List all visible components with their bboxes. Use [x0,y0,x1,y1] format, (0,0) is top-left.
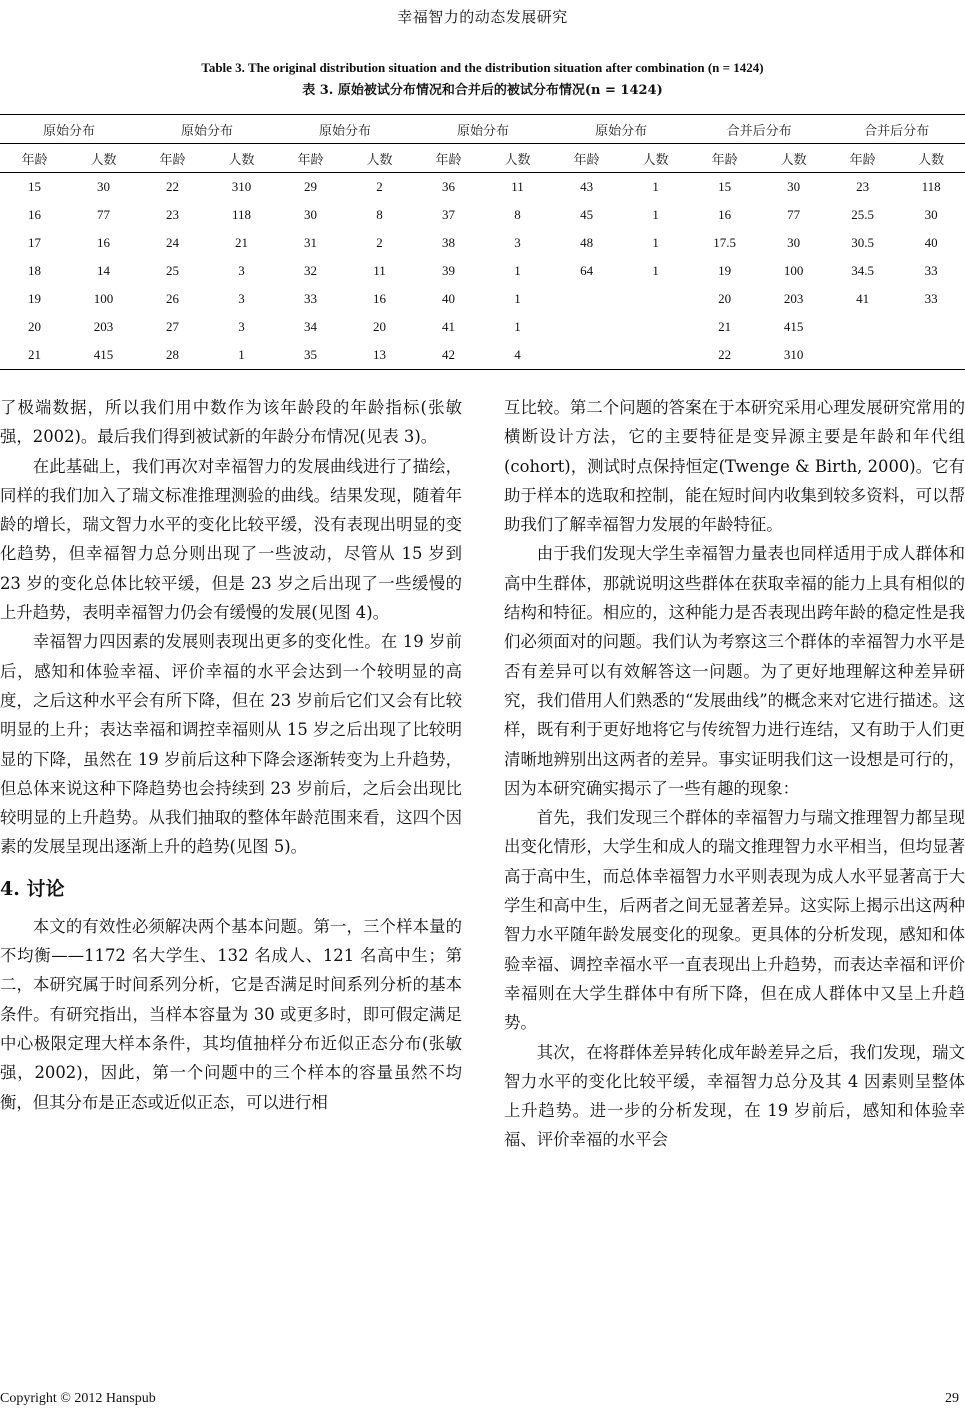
table-row [0,201,965,229]
table-cell: 45 [580,207,594,222]
table-cell: 34.5 [851,263,874,278]
table-row [0,173,965,202]
table-cell: 1 [652,235,659,250]
table-cell: 28 [166,347,180,362]
table-cell: 118 [921,179,941,194]
paragraph: 其次，在将群体差异转化成年龄差异之后，我们发现，瑞文智力水平的变化比较平缓，幸福智力总分及其 4 因素则呈整体上升趋势。进一步的分析发现，在 19 岁前后，感知和体验幸福、评价幸福的水平会 [504,1042,965,1150]
table-cell: 310 [231,179,252,194]
table-column-header: 年龄 [573,152,600,168]
paragraph: 幸福智力四因素的发展则表现出更多的变化性。在 19 岁前后，感知和体验幸福、评价幸福的水平会达到一个较明显的高度，之后这种水平会有所下降，但在 23 岁前后它们又会有比较明显的上升；表达幸福和调控幸福则从 15 岁之后出现了比较明显的下降，虽然在 19 岁前后这种下降会逐渐转变为上升趋势，但总体来说这种下降趋势也会持续到 23 岁前后，之后会出现比较明显的上升趋势。从我们抽取的整体年龄范围来看，这四个因素的发展呈现出逐渐上升的趋势(见图 5)。 [0,632,462,857]
table-cell [621,341,690,370]
table-cell: 1 [652,263,659,278]
table-group-header: 合并后分布 [726,123,792,139]
table-cell: 30 [97,179,110,194]
table-column-header: 年龄 [159,152,186,168]
table-sub-header-row [0,144,965,173]
table-cell: 37 [442,207,456,222]
table-cell: 3 [238,319,245,334]
paragraph: 了极端数据，所以我们用中数作为该年龄段的年龄指标(张敏强，2002)。最后我们得到被试新的年龄分布情况(见表 3)。 [0,398,462,447]
table-column-header: 年龄 [297,152,324,168]
table-column-header: 人数 [228,152,255,168]
table-cell: 100 [93,291,114,306]
table-cell: 20 [373,319,387,334]
table-cell: 27 [166,319,180,334]
table-cell: 32 [304,263,318,278]
table-cell [897,341,965,370]
table-cell: 29 [304,179,318,194]
table-cell: 77 [787,207,801,222]
table-cell: 30 [304,207,318,222]
table-cell: 1 [514,263,521,278]
table-cell: 310 [783,347,804,362]
table-cell: 100 [783,263,804,278]
page-number: 29 [945,1391,959,1406]
table-cell: 3 [514,235,521,250]
table-group-header: 原始分布 [457,123,510,139]
table-group-header: 原始分布 [43,123,96,139]
table-column-header: 年龄 [435,152,462,168]
table-cell: 23 [856,179,870,194]
table-cell: 21 [28,347,41,362]
table-cell: 15 [718,179,732,194]
paragraph: 在此基础上，我们再次对幸福智力的发展曲线进行了描绘，同样的我们加入了瑞文标准推理测验的曲线。结果发现，随着年龄的增长，瑞文智力水平的变化比较平缓，没有表现出明显的变化趋势，但幸福智力总分则出现了一些波动，尽管从 15 岁到 23 岁的变化总体比较平缓，但是 23 岁之后出现了一些缓慢的上升趋势，表明幸福智力仍会有缓慢的发展(见图 4)。 [0,456,462,623]
table-cell: 203 [93,319,114,334]
table-cell: 415 [783,319,804,334]
table-row [0,313,965,341]
paragraph: 由于我们发现大学生幸福智力量表也同样适用于成人群体和高中生群体，那就说明这些群体在获取幸福的能力上具有相似的结构和特征。相应的，这种能力是否表现出跨年龄的稳定性是我们必须面对的问题。我们认为考察这三个群体的幸福智力水平是否有差异可以有效解答这一问题。为了更好地理解这种差异研究，我们借用人们熟悉的“发展曲线”的概念来对它进行描述。这样，既有利于更好地将它与传统智力进行连结，又有助于人们更清晰地辨别出这两者的差异。事实证明我们这一设想是可行的，因为本研究确实揭示了一些有趣的现象： [504,544,965,798]
table-cell: 33 [304,291,318,306]
table-column-header: 人数 [504,152,531,168]
table-cell: 43 [580,179,594,194]
table-cell: 20 [28,319,41,334]
table-column-header: 人数 [90,152,117,168]
table-cell: 77 [97,207,110,222]
table-cell: 40 [442,291,456,306]
table-cell: 33 [924,291,938,306]
table-cell: 20 [718,291,732,306]
table-group-header: 原始分布 [595,123,648,139]
running-head: 幸福智力的动态发展研究 [397,8,568,26]
table-cell: 19 [28,291,41,306]
table-cell: 1 [652,179,659,194]
table-cell: 26 [166,291,180,306]
table-group-header: 原始分布 [319,123,372,139]
table-cell: 22 [166,179,180,194]
table-cell: 64 [580,263,594,278]
table-cell: 30.5 [851,235,874,250]
table-cell: 118 [232,207,252,222]
table-cell: 203 [783,291,804,306]
table-cell: 33 [924,263,938,278]
table-cell [828,313,897,341]
table-cell: 3 [238,291,245,306]
table-cell: 41 [442,319,456,334]
table-cell: 38 [442,235,456,250]
table-cell: 35 [304,347,318,362]
table-cell: 30 [924,207,938,222]
table-cell: 25.5 [851,207,874,222]
table-cell: 2 [376,235,383,250]
table-cell: 25 [166,263,180,278]
table-cell: 1 [652,207,659,222]
table-cell: 39 [442,263,456,278]
table-group-header: 原始分布 [181,123,234,139]
table-row [0,257,965,285]
table-cell [828,341,897,370]
table-column-header: 人数 [918,152,945,168]
distribution-table [0,114,965,370]
table-cell: 11 [511,179,524,194]
table-cell: 19 [718,263,732,278]
right-column [504,393,965,1155]
table-cell: 36 [442,179,456,194]
table-cell: 16 [373,291,387,306]
table-group-header: 合并后分布 [864,123,930,139]
table-cell: 1 [238,347,245,362]
section-heading: 4. 讨论 [0,877,65,900]
table-cell: 14 [97,263,110,278]
table-cell: 21 [718,319,732,334]
table-cell: 1 [514,291,521,306]
table-cell [552,285,621,313]
table-cell: 22 [718,347,732,362]
table-cell: 1 [514,319,521,334]
table-column-header: 人数 [780,152,807,168]
table-cell: 48 [580,235,594,250]
table-cell: 16 [97,235,110,250]
table-cell: 17 [28,235,41,250]
table-column-header: 年龄 [849,152,876,168]
table-cell: 24 [166,235,180,250]
table-cell [621,285,690,313]
table-caption-en: Table 3. The original distribution situation and the distribution situation after combination (n = 1424) [201,60,764,75]
table-cell: 13 [373,347,387,362]
table-caption-zh: 表 3. 原始被试分布情况和合并后的被试分布情况(n = 1424) [302,83,663,98]
table-group-header-row [0,115,965,144]
table-cell: 30 [787,179,801,194]
paragraph: 本文的有效性必须解决两个基本问题。第一，三个样本量的不均衡——1172 名大学生、132 名成人、121 名高中生；第二，本研究属于时间系列分析，它是否满足时间系列分析的基本条件。有研究指出，当样本容量为 30 或更多时，即可假定满足中心极限定理大样本条件，其均值抽样分布近似正态分布(张敏强，2002)，因此，第一个问题中的三个样本的容量虽然不均衡，但其分布是正态或近似正态，可以进行相 [0,916,462,1112]
footer-copyright: Copyright © 2012 Hanspub [0,1391,156,1406]
table-cell [552,313,621,341]
table-cell: 34 [304,319,318,334]
table-cell: 21 [235,235,249,250]
table-cell: 16 [28,207,41,222]
table-cell [621,313,690,341]
table-cell: 40 [924,235,938,250]
table-cell: 15 [28,179,41,194]
table-cell: 42 [442,347,456,362]
table-row [0,341,965,370]
table-column-header: 人数 [366,152,393,168]
left-column [0,393,462,1117]
table-column-header: 人数 [642,152,669,168]
table-cell: 16 [718,207,732,222]
table-cell: 17.5 [713,235,736,250]
table-cell [552,341,621,370]
table-cell: 11 [373,263,386,278]
table-cell: 4 [514,347,521,362]
table-cell: 23 [166,207,180,222]
table-cell: 415 [93,347,114,362]
table-row [0,285,965,313]
table-cell: 18 [28,263,41,278]
table-cell: 30 [787,235,801,250]
table-row [0,229,965,257]
table-column-header: 年龄 [711,152,738,168]
table-cell: 8 [514,207,521,222]
paragraph: 首先，我们发现三个群体的幸福智力与瑞文推理智力都呈现出变化情形，大学生和成人的瑞文推理智力水平相当，但均显著高于高中生，而总体幸福智力水平则表现为成人水平显著高于大学生和高中生，后两者之间无显著差异。这实际上揭示出这两种智力水平随年龄发展变化的现象。更具体的分析发现，感知和体验幸福、调控幸福水平一直表现出上升趋势，而表达幸福和评价幸福则在大学生群体中有所下降，但在成人群体中又呈上升趋势。 [504,808,965,1033]
table-cell: 31 [304,235,318,250]
table-column-header: 年龄 [21,152,48,168]
table-cell [897,313,965,341]
paragraph: 互比较。第二个问题的答案在于本研究采用心理发展研究常用的横断设计方法，它的主要特征是变异源主要是年龄和年代组(cohort)，测试时点保持恒定(Twenge & Birth, 2000)。它有助于样本的选取和控制，能在短时间内收集到较多资料，可以帮助我们了解幸福智力发展的年龄特征。 [504,398,965,535]
table-cell: 3 [238,263,245,278]
table-cell: 8 [376,207,383,222]
table-cell: 2 [376,179,383,194]
table-cell: 41 [856,291,870,306]
